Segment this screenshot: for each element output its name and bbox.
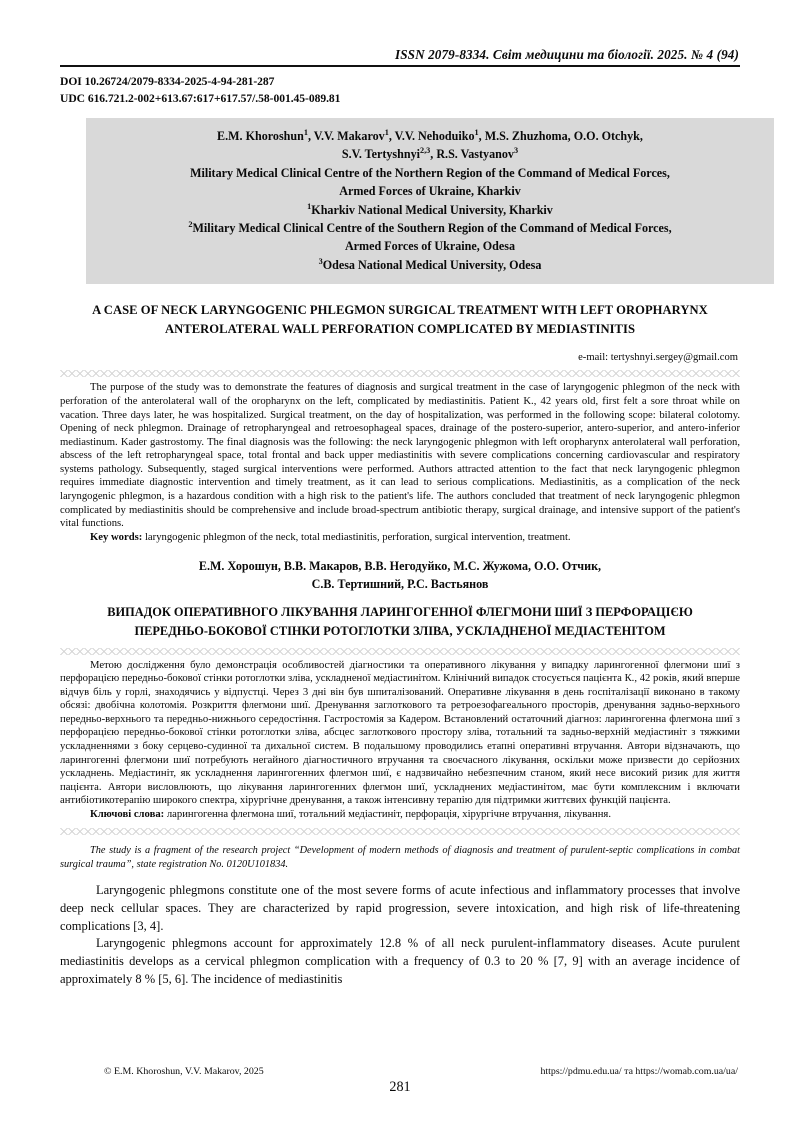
journal-urls[interactable]: https://pdmu.edu.ua/ та https://womab.com.ua/ua/ xyxy=(540,1066,738,1077)
affiliation-1-line-1: Military Medical Clinical Centre of the Northern Region of the Command of Medical Forces, xyxy=(190,165,670,180)
running-head: ISSN 2079-8334. Світ медицини та біології. 2025. № 4 (94) xyxy=(394,47,739,62)
article-body xyxy=(60,882,740,989)
copyright-notice: © E.M. Khoroshun, V.V. Makarov, 2025 xyxy=(104,1066,264,1077)
authors-ua-line-2: С.В. Тертишний, Р.С. Вастьянов xyxy=(311,577,489,592)
identifier-block xyxy=(60,74,740,107)
abstract-ua xyxy=(60,659,740,822)
keywords-list-en: laryngogenic phlegmon of the neck, total mediastinitis, perforation, surgical intervention, treatment. xyxy=(142,531,571,543)
author-name: , R.S. Vastyanov xyxy=(430,147,514,162)
page-number: 281 xyxy=(389,1079,411,1095)
affiliation-1-line-2: Armed Forces of Ukraine, Kharkiv xyxy=(339,184,521,199)
affiliation-marker: 1 xyxy=(474,128,479,138)
affiliation-4 xyxy=(92,256,768,274)
affiliation-marker: 2,3 xyxy=(420,146,431,156)
zigzag-separator-middle xyxy=(60,648,740,655)
contact-email[interactable]: e-mail: tertyshnyi.sergey@gmail.com xyxy=(578,352,738,364)
affiliation-marker: 1 xyxy=(307,201,312,211)
author-name: E.M. Khoroshun xyxy=(217,129,304,144)
authors-en-line-1 xyxy=(92,127,768,145)
abstract-ua-keywords xyxy=(60,808,740,822)
abstract-ua-text: Метою дослідження було демонстрація особливостей діагностики та оперативного лікування у випадку ларингогенної флегмони шиї з перфорацією передньо-бокової стінки ротоглотки зліва, ускладненої медіастинітом. Клінічний випадок стосується пацієнта К., 42 років, який вперше відчув біль у горлі, знаходячись у відпустці. Через 3 дні він був шпиталізований. Оперативне лікування в день госпіталізації виконано в такому обсязі: двобічна колотомія. Розкриття флегмони шиї. Дренування заглоткового та ретроезофагеального просторів, дренування задньо-верхнього передньо-верхнього та передньо-нижнього середостіння. Гастростомія за Кадером. Встановлений остаточний діагноз: ларингогенна флегмона шиї з перфорацією передньо-бокової стінки ротоглотки зліва, абсцес заглоткового простору зліва, тотальний та задньо-верхній медіастиніт з тяжкими ускладненнями з боку серцево-судинної та дихальної систем. В подальшому проводились етапні оперативні втручання. Автори відзначають, що ларингогенні флегмони шиї потребують негайного діагностичного втручання та своєчасного лікування, оскільки може призвести до серйозних ускладнень. Медіастиніт, як ускладнення ларингогенних флегмон шиї, є надзвичайно небезпечним станом, який несе високий ризик для життя пацієнта. Автори висловлюють, що лікування ларингогенних флегмон шиї, ускладнених медіастинітом, має бути комплексним і включати антибіотикотерапію широкого спектра, хірургічне дренування, а також інтенсивну терапію для підтримки життєвих функцій пацієнта. xyxy=(60,659,740,807)
affiliation-text: Odesa National Medical University, Odesa xyxy=(322,257,542,272)
doi-line: DOI 10.26724/2079-8334-2025-4-94-281-287 xyxy=(60,75,275,89)
keywords-label-en: Key words: xyxy=(90,531,143,543)
zigzag-separator-bottom xyxy=(60,828,740,835)
authors-ua xyxy=(60,557,740,593)
abstract-en-text: The purpose of the study was to demonstrate the features of diagnosis and surgical treatment in the case of laryngogenic phlegmon of the neck with perforation of the anterolateral wall of the oropharynx on the left, complicated by mediastinitis. Patient K., 42 years old, first felt a sore throat while on vacation. Three days later, he was hospitalized. Surgical treatment, on the day of hospitalization, was performed in the following scope: bilateral colotomy. Opening of neck phlegmon. Drainage of retropharyngeal and retroesophageal spaces, drainage of the postero-superior, antero-superior, and antero-inferior mediastinum. Kader gastrostomy. The final diagnosis was the following: the neck laryngogenic phlegmon with left oropharynx anterolateral wall perforation, abscess of the left retropharyngeal space, total frontal and back upper mediastinitis with severe complications concerning cardiovascular and respiratory systems pathology. Subsequently, staged surgical interventions were performed. Authors attracted attention to the fact that neck laryngogenic phlegmon requires immediate diagnostic intervention and timely treatment, as it can lead to serious complications. Mediastinitis, as a complication of the neck laryngogenic phlegmon, is a hazardous condition with a high risk to the patient's life. The authors concluded that treatment of neck laryngogenic phlegmon complicated by mediastinitis should be comprehensive and include broad-spectrum antibiotic therapy, surgical drainage, and intensive support of the patient's vital functions. xyxy=(60,382,740,530)
author-name: , V.V. Nehoduiko xyxy=(388,129,475,144)
article-title-ua: ВИПАДОК ОПЕРАТИВНОГО ЛІКУВАННЯ ЛАРИНГОГЕННОЇ ФЛЕГМОНИ ШИЇ З ПЕРФОРАЦІЄЮ ПЕРЕДНЬО-БОКОВОЇ СТІНКИ РОТОГЛОТКИ ЗЛІВА, УСКЛАДНЕНОЇ МЕДІАСТЕНІТОМ xyxy=(107,604,693,638)
zigzag-separator-top xyxy=(60,370,740,377)
abstract-en-keywords xyxy=(60,531,740,545)
affiliation-text: Kharkiv National Medical University, Kharkiv xyxy=(311,202,553,217)
affiliation-marker: 1 xyxy=(303,128,308,138)
affiliation-3-line-1 xyxy=(92,219,768,237)
affiliation-3-line-2: Armed Forces of Ukraine, Odesa xyxy=(344,239,516,254)
authors-ua-line-1: Е.М. Хорошун, В.В. Макаров, В.В. Негодуйко, М.С. Жужома, О.О. Отчик, xyxy=(198,559,602,574)
author-affiliation-box xyxy=(86,118,774,284)
affiliation-marker: 3 xyxy=(513,146,519,156)
author-name: , V.V. Makarov xyxy=(307,129,385,144)
affiliation-marker: 3 xyxy=(318,256,323,266)
body-paragraph-2: Laryngogenic phlegmons account for approximately 12.8 % of all neck purulent-inflammatory diseases. Acute purulent mediastinitis develops as a cervical phlegmon complication with a frequency of 0.3 to 20 % [7, 9] with an average incidence of approximately 8 % [5, 6]. The incidence of mediastinitis xyxy=(60,936,740,986)
funding-note xyxy=(60,844,740,871)
body-paragraph-1: Laryngogenic phlegmons constitute one of the most severe forms of acute infectious and inflammatory processes that involve deep neck cellular spaces. They are characterized by rapid progression, severe intoxication, and high risk of life-threatening complications [3, 4]. xyxy=(60,883,740,933)
author-name: S.V. Tertyshnyi xyxy=(341,147,420,162)
affiliation-text: Military Medical Clinical Centre of the Southern Region of the Command of Medical Forces, xyxy=(192,220,672,235)
affiliation-marker: 2 xyxy=(188,219,193,229)
funding-note-text: The study is a fragment of the research project “Development of modern methods of diagnosis and treatment of purulent-septic complications in combat surgical trauma”, state registration No. 0120U101834. xyxy=(60,845,740,870)
article-title-en: A CASE OF NECK LARYNGOGENIC PHLEGMON SURGICAL TREATMENT WITH LEFT OROPHARYNX ANTEROLATERAL WALL PERFORATION COMPLICATED BY MEDIASTINITIS xyxy=(92,303,708,337)
authors-en-line-2 xyxy=(92,145,768,163)
affiliation-marker: 1 xyxy=(384,128,389,138)
author-name: , M.S. Zhuzhoma, O.O. Otchyk, xyxy=(478,129,643,144)
keywords-label-ua: Ключові слова: xyxy=(90,808,165,820)
keywords-list-ua: ларингогенна флегмона шиї, тотальний медіастиніт, перфорація, хірургічне втручання, лікування. xyxy=(164,808,611,820)
page-footer xyxy=(60,1066,740,1108)
abstract-en xyxy=(60,381,740,544)
udc-line: UDC 616.721.2-002+613.67:617+617.57/.58-001.45-089.81 xyxy=(60,91,341,105)
affiliation-2 xyxy=(92,201,768,219)
header-rule xyxy=(60,65,740,67)
